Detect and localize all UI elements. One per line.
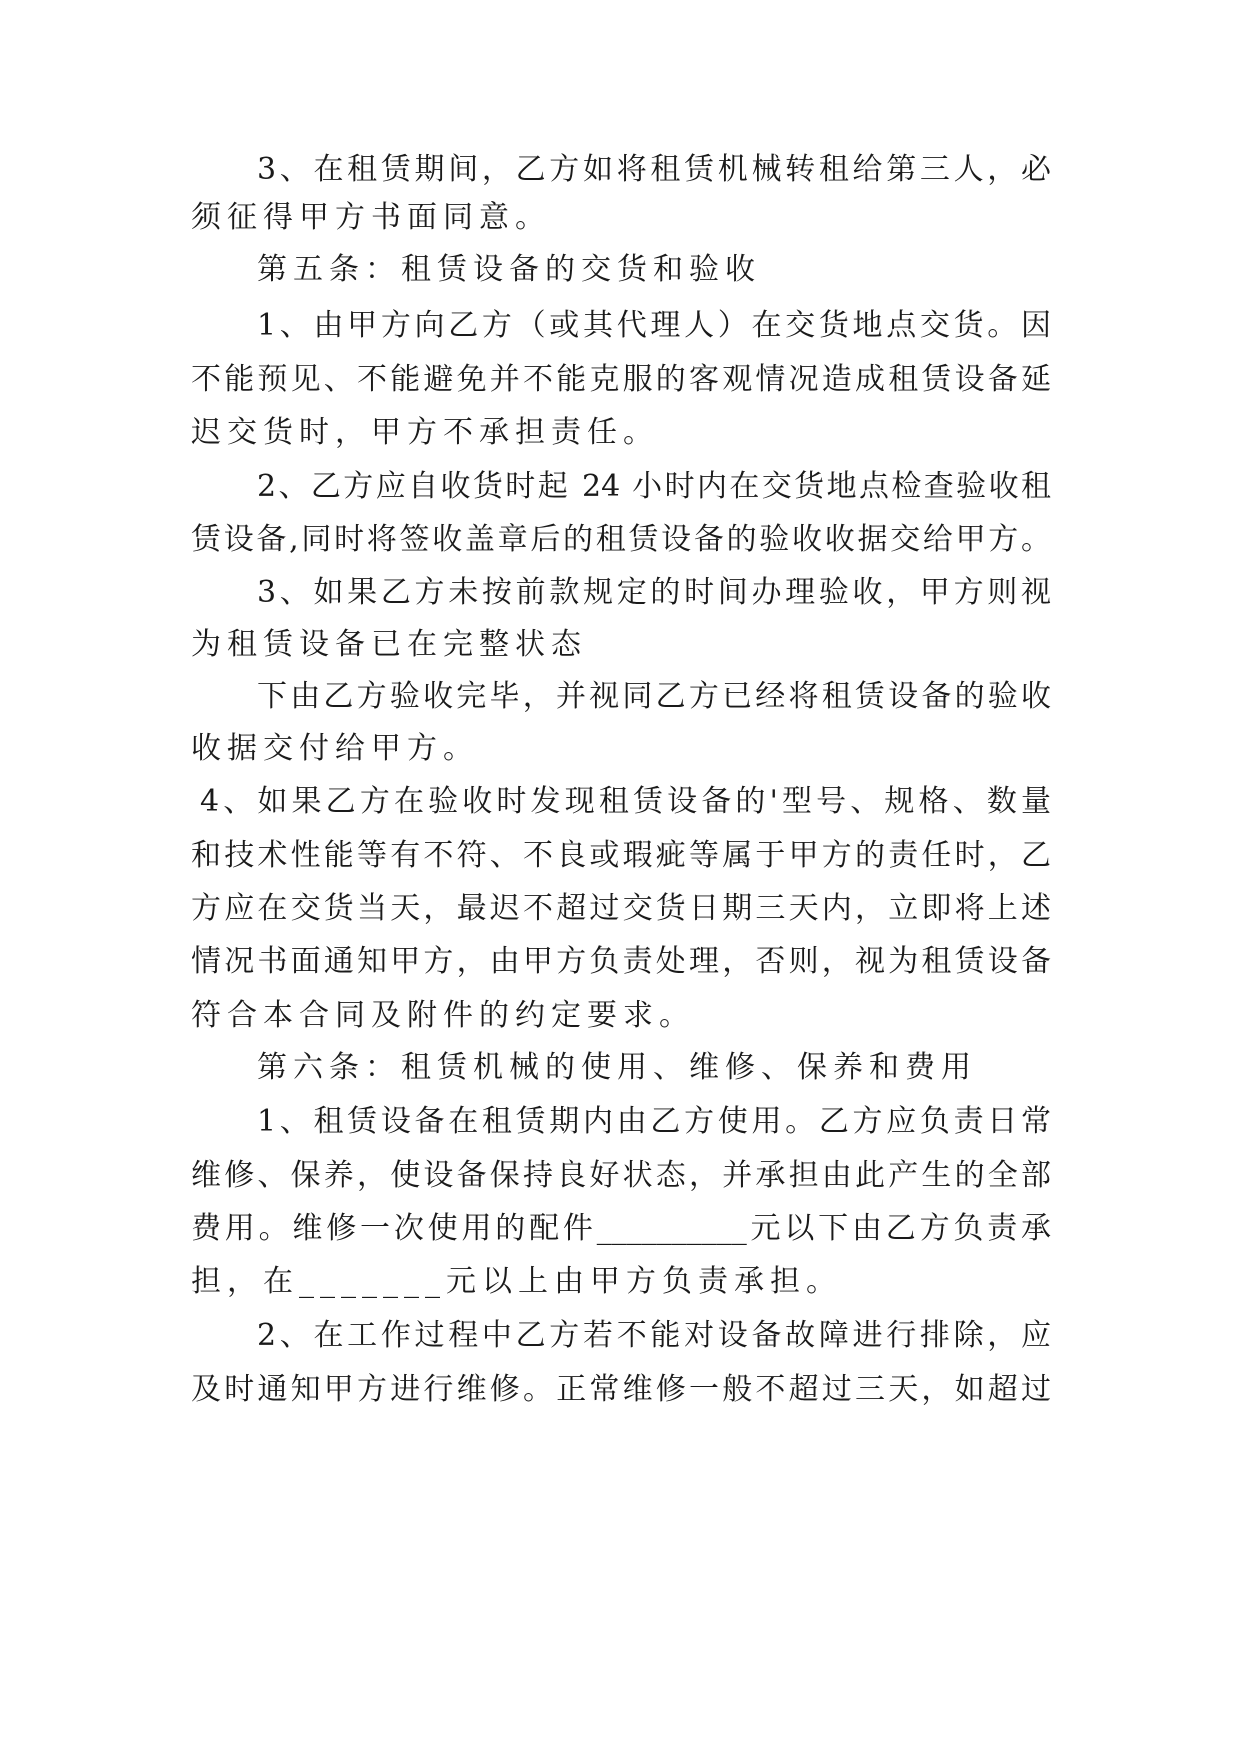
paragraph-line: 及时通知甲方进行维修。正常维修一般不超过三天，如超过 (191, 1372, 1051, 1407)
paragraph-line: 迟交货时，甲方不承担责任。 (191, 415, 659, 450)
paragraph-line: 为租赁设备已在完整状态 (191, 627, 587, 662)
paragraph-line: 费用。维修一次使用的配件__________元以下由乙方负责承 (191, 1211, 1051, 1246)
paragraph-line: 方应在交货当天，最迟不超过交货日期三天内，立即将上述 (191, 891, 1051, 926)
paragraph-line: 情况书面通知甲方，由甲方负责处理，否则，视为租赁设备 (191, 944, 1051, 979)
paragraph-line: 不能预见、不能避免并不能克服的客观情况造成租赁设备延 (191, 362, 1051, 397)
paragraph-line: 3、在租赁期间，乙方如将租赁机械转租给第三人，必 (257, 152, 1051, 187)
paragraph-line: 须征得甲方书面同意。 (191, 200, 551, 235)
paragraph-line: 维修、保养，使设备保持良好状态，并承担由此产生的全部 (191, 1158, 1051, 1193)
paragraph-line: 4、如果乙方在验收时发现租赁设备的'型号、规格、数量 (200, 784, 1051, 819)
paragraph-line: 和技术性能等有不符、不良或瑕疵等属于甲方的责任时，乙 (191, 838, 1051, 873)
section-heading: 第六条：租赁机械的使用、维修、保养和费用 (257, 1050, 977, 1085)
paragraph-line: 赁设备,同时将签收盖章后的租赁设备的验收收据交给甲方。 (191, 522, 1051, 557)
paragraph-line: 符合本合同及附件的约定要求。 (191, 998, 695, 1033)
section-heading: 第五条：租赁设备的交货和验收 (257, 252, 761, 287)
paragraph-line: 1、租赁设备在租赁期内由乙方使用。乙方应负责日常 (257, 1104, 1051, 1139)
paragraph-line: 下由乙方验收完毕，并视同乙方已经将租赁设备的验收 (257, 679, 1051, 714)
paragraph-line: 2、在工作过程中乙方若不能对设备故障进行排除，应 (257, 1318, 1051, 1353)
paragraph-line: 3、如果乙方未按前款规定的时间办理验收，甲方则视 (257, 575, 1051, 610)
paragraph-line: 收据交付给甲方。 (191, 731, 479, 766)
paragraph-line: 2、乙方应自收货时起 24 小时内在交货地点检查验收租 (257, 469, 1051, 504)
paragraph-line: 担，在_______元以上由甲方负责承担。 (191, 1264, 842, 1299)
paragraph-line: 1、由甲方向乙方（或其代理人）在交货地点交货。因 (257, 308, 1051, 343)
